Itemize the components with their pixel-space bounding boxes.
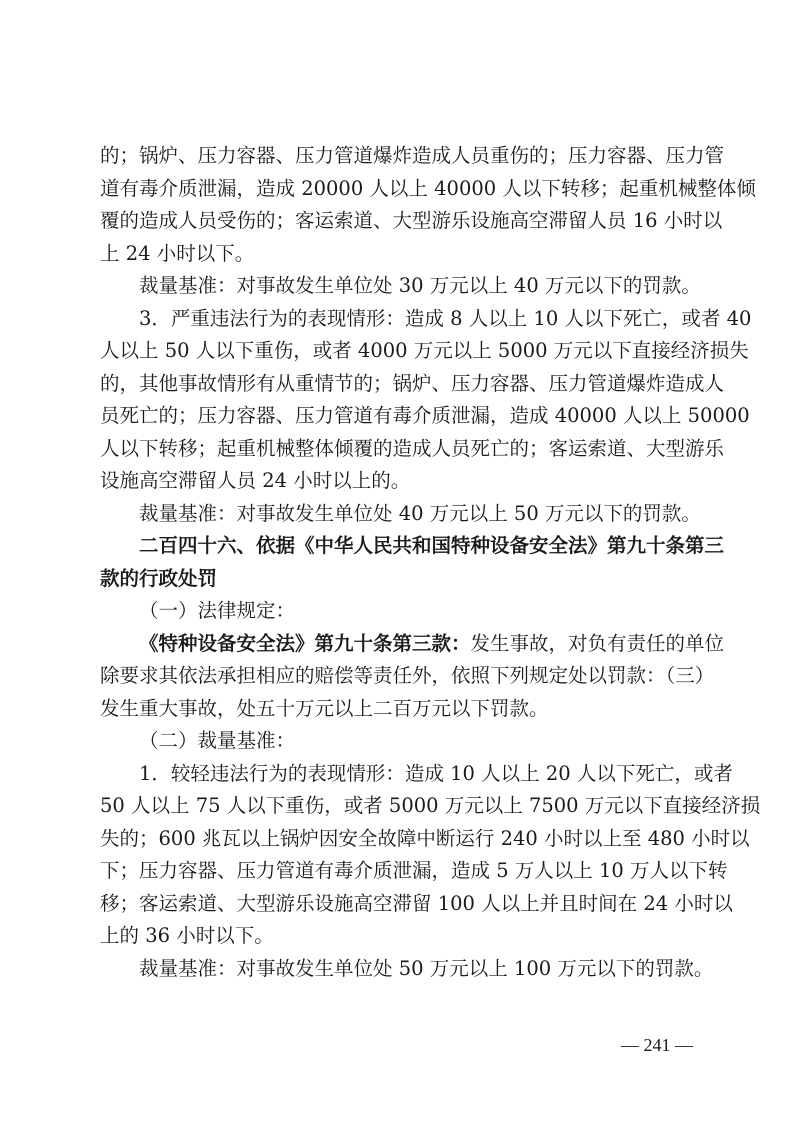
text-line <box>100 628 725 661</box>
penalty-standard-50-100: 裁量基准：对事故发生单位处 50 万元以上 100 万元以下的罚款。 <box>139 956 714 980</box>
law-citation: 《特种设备安全法》第九十条第三款： <box>139 631 471 655</box>
text-line: 的，其他事故情形有从重情节的；锅炉、压力容器、压力管道爆炸造成人 <box>100 371 725 395</box>
law-text: 发生事故，对负有责任的单位 <box>470 631 725 655</box>
text-line: 失的；600 兆瓦以上锅炉因安全故障中断运行 240 小时以上至 480 小时以 <box>100 826 750 850</box>
text-line: 50 人以上 75 人以下重伤，或者 5000 万元以上 7500 万元以下直接经济损 <box>100 794 761 817</box>
text-line: 3．严重违法行为的表现情形：造成 8 人以上 10 人以下死亡，或者 40 <box>139 306 752 330</box>
text-line: 上的 36 小时以下。 <box>100 924 274 947</box>
text-line: 道有毒介质泄漏，造成 20000 人以上 40000 人以下转移；起重机械整体倾 <box>100 176 756 200</box>
section-heading <box>100 530 725 595</box>
text-line: 下；压力容器、压力管道有毒介质泄漏，造成 5 万人以上 10 万人以下转 <box>100 859 728 882</box>
text-line: 人以下转移；起重机械整体倾覆的造成人员死亡的；客运索道、大型游乐 <box>100 436 725 460</box>
text-line: 设施高空滞留人员 24 小时以上的。 <box>100 469 411 492</box>
text-line: 发生重大事故，处五十万元以上二百万元以下罚款。 <box>100 696 549 720</box>
serious-violation-paragraph <box>100 303 752 498</box>
subheading-legal-provision: （一）法律规定： <box>139 599 296 622</box>
subheading-discretion-standard: （二）裁量基准： <box>139 729 296 752</box>
text-line: 除要求其依法承担相应的赔偿等责任外，依照下列规定处以罚款：（三） <box>100 664 715 687</box>
page-number: — 241 — <box>621 1035 693 1055</box>
legal-provision-paragraph <box>100 628 725 726</box>
minor-violation-paragraph <box>100 758 761 953</box>
text-line: 员死亡的；压力容器、压力管道有毒介质泄漏，造成 40000 人以上 50000 <box>100 404 750 427</box>
heading-line: 二百四十六、依据《中华人民共和国特种设备安全法》第九十条第三 <box>139 534 725 557</box>
text-line: 人以上 50 人以下重伤，或者 4000 万元以上 5000 万元以下直接经济损失 <box>100 339 749 362</box>
document-body <box>100 140 761 985</box>
text-line: 覆的造成人员受伤的；客运索道、大型游乐设施高空滞留人员 16 小时以 <box>100 209 723 232</box>
text-line: 上 24 小时以下。 <box>100 241 255 265</box>
text-line: 的；锅炉、压力容器、压力管道爆炸造成人员重伤的；压力容器、压力管 <box>100 144 725 167</box>
paragraph-continuation <box>100 140 756 270</box>
penalty-standard-30-40: 裁量基准：对事故发生单位处 30 万元以上 40 万元以下的罚款。 <box>139 274 701 297</box>
heading-line: 款的行政处罚 <box>100 566 218 590</box>
penalty-standard-40-50: 裁量基准：对事故发生单位处 40 万元以上 50 万元以下的罚款。 <box>139 501 701 525</box>
text-line: 1．较轻违法行为的表现情形：造成 10 人以上 20 人以下死亡，或者 <box>139 761 733 785</box>
text-line: 移；客运索道、大型游乐设施高空滞留 100 人以上并且时间在 24 小时以 <box>100 891 733 915</box>
